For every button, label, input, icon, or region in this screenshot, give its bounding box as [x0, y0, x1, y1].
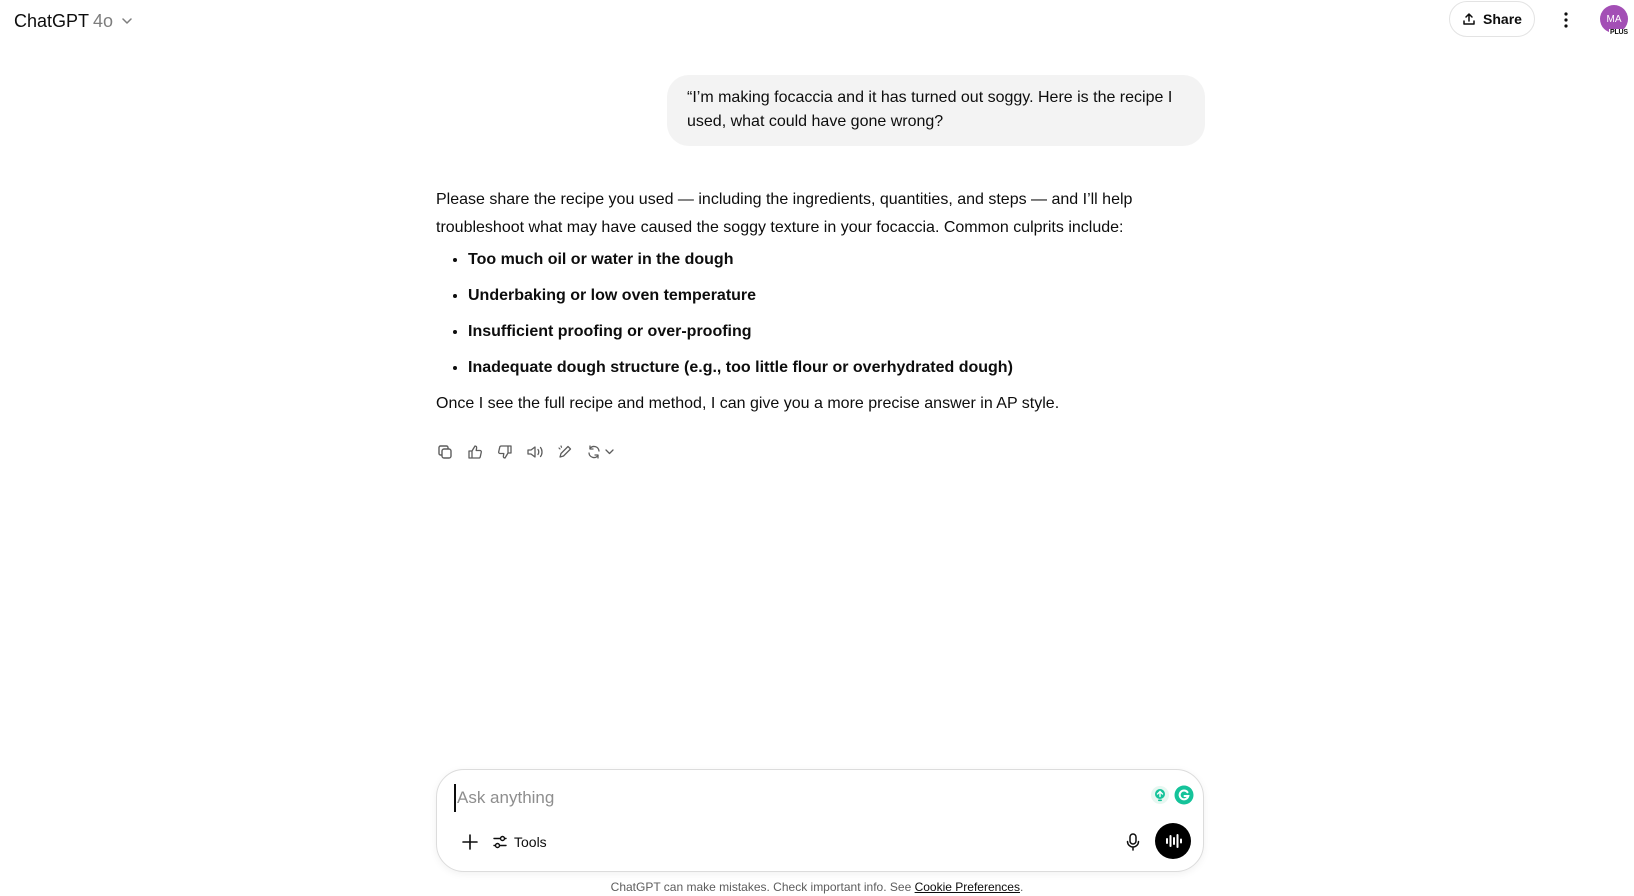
avatar-initials: MA	[1606, 13, 1622, 25]
disclaimer-text: ChatGPT can make mistakes. Check important info. See	[610, 880, 915, 894]
thumbs-up-icon[interactable]	[466, 443, 484, 461]
microphone-icon	[1125, 833, 1141, 851]
culprit-list	[436, 246, 1176, 382]
list-item: • Insufficient proofing or over-proofing	[468, 318, 1176, 346]
list-item: • Inadequate dough structure (e.g., too little flour or overhydrated dough)	[468, 354, 1176, 382]
composer	[436, 769, 1204, 872]
tools-label: Tools	[514, 834, 547, 850]
assistant-message	[436, 186, 1176, 418]
dictate-button[interactable]	[1119, 828, 1147, 856]
prompt-input[interactable]	[454, 784, 1139, 812]
extension-icons	[1150, 785, 1194, 805]
assistant-outro: Once I see the full recipe and method, I can give you a more precise answer in AP style.	[436, 395, 1060, 412]
cookie-preferences-link[interactable]: Cookie Preferences	[914, 880, 1020, 894]
regenerate-icon[interactable]	[586, 443, 618, 461]
thumbs-down-icon[interactable]	[496, 443, 514, 461]
edit-canvas-icon[interactable]	[556, 443, 574, 461]
model-version: 4o	[93, 10, 114, 31]
voice-mode-button[interactable]	[1155, 823, 1191, 859]
share-button[interactable]	[1449, 1, 1535, 37]
more-options-icon[interactable]	[1556, 6, 1576, 34]
plus-icon	[462, 834, 478, 850]
grammarly-icon[interactable]	[1174, 785, 1194, 805]
user-message	[667, 75, 1205, 146]
model-switcher[interactable]	[14, 8, 133, 34]
waveform-icon	[1164, 833, 1182, 849]
message-actions	[436, 443, 618, 461]
disclaimer	[0, 880, 1634, 894]
assistant-intro: Please share the recipe you used — including the ingredients, quantities, and steps — and I’ll help troubleshoot what may have caused the soggy texture in your focaccia. Common culprits include:	[436, 191, 1133, 236]
list-item: • Too much oil or water in the dough	[468, 246, 1176, 274]
disclaimer-period: .	[1019, 880, 1024, 894]
add-attachment-button[interactable]	[456, 828, 484, 856]
list-item: • Underbaking or low oven temperature	[468, 282, 1176, 310]
extension-bulb-icon[interactable]	[1150, 785, 1170, 805]
user-message-text: “I’m making focaccia and it has turned out soggy. Here is the recipe I used, what could have gone wrong?	[687, 89, 1173, 130]
share-icon	[1462, 12, 1476, 26]
read-aloud-icon[interactable]	[526, 443, 544, 461]
sliders-icon	[492, 834, 508, 850]
plan-badge: PLUS	[1610, 29, 1628, 36]
tools-button[interactable]	[492, 828, 547, 856]
copy-icon[interactable]	[436, 443, 454, 461]
share-label: Share	[1483, 11, 1522, 27]
model-name: ChatGPT	[14, 10, 90, 31]
chevron-down-icon	[121, 15, 133, 27]
